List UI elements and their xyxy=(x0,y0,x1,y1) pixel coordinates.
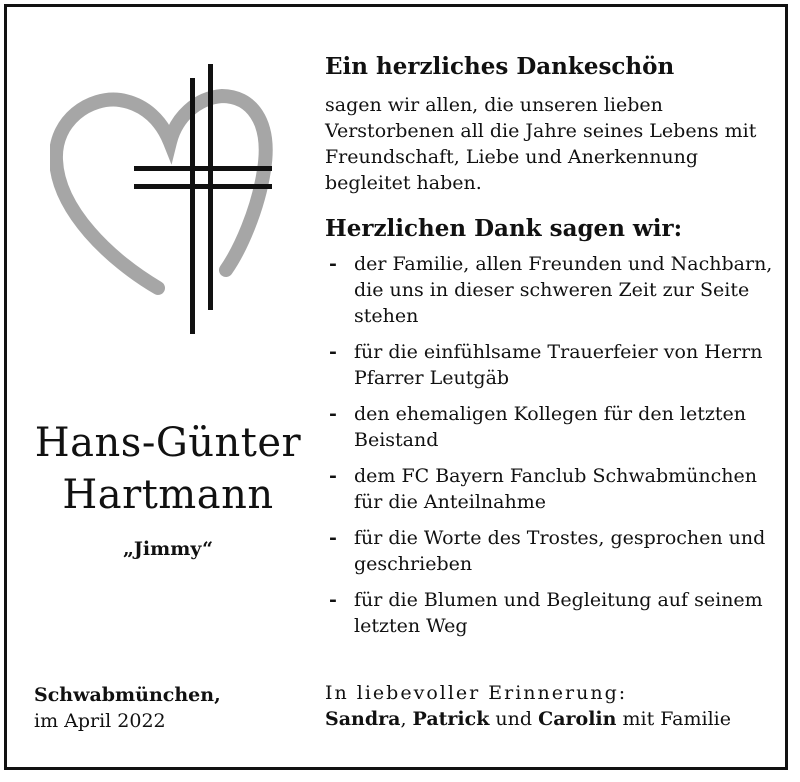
thanks-intro: sagen wir allen, die unseren lieben Verstorbenen all die Jahre seines Lebens mit Freundschaft, Liebe und Anerkennung begleitet haben. xyxy=(325,94,757,194)
list-item xyxy=(325,525,775,577)
list-item xyxy=(325,587,775,639)
closing-signature xyxy=(325,680,731,732)
list-item xyxy=(325,339,775,391)
dash-icon: - xyxy=(329,465,337,487)
list-item-text: dem FC Bayern Fanclub Schwabmünchen für die Anteilnahme xyxy=(354,465,757,513)
dash-icon: - xyxy=(329,527,337,549)
place: Schwabmünchen, xyxy=(34,684,221,706)
family-name-patrick: Patrick xyxy=(412,708,490,730)
dash-icon: - xyxy=(329,341,337,363)
place-date xyxy=(34,682,221,734)
deceased-nickname: „Jimmy“ xyxy=(122,538,213,560)
separator: und xyxy=(489,708,539,730)
list-item-text: für die einfühlsame Trauerfeier von Herrn Pfarrer Leutgäb xyxy=(354,341,763,389)
dash-icon: - xyxy=(329,253,337,275)
family-name-sandra: Sandra xyxy=(325,708,401,730)
list-item-text: für die Blumen und Begleitung auf seinem letzten Weg xyxy=(354,589,763,637)
deceased-first-name: Hans-Günter xyxy=(34,420,302,466)
memory-line: In liebevoller Erinnerung: xyxy=(325,682,628,704)
list-item xyxy=(325,251,775,329)
thanks-subheading: Herzlichen Dank sagen wir: xyxy=(325,215,683,242)
dash-icon: - xyxy=(329,403,337,425)
list-item xyxy=(325,463,775,515)
list-item-text: der Familie, allen Freunden und Nachbarn, die uns in dieser schweren Zeit zur Seite stehen xyxy=(354,253,773,327)
separator: , xyxy=(400,708,413,730)
dash-icon: - xyxy=(329,589,337,611)
thanks-list xyxy=(325,251,775,639)
family-suffix: mit Familie xyxy=(616,708,731,730)
deceased-last-name: Hartmann xyxy=(62,472,274,518)
heart-with-cross-icon xyxy=(50,60,280,340)
thanks-section xyxy=(325,52,775,649)
list-item xyxy=(325,401,775,453)
family-name-carolin: Carolin xyxy=(538,708,617,730)
thanks-heading: Ein herzliches Dankeschön xyxy=(325,53,675,80)
list-item-text: für die Worte des Trostes, gesprochen und geschrieben xyxy=(354,527,766,575)
date: im April 2022 xyxy=(34,710,166,732)
family-line xyxy=(325,706,731,732)
heart-outline xyxy=(56,96,266,288)
list-item-text: den ehemaligen Kollegen für den letzten Beistand xyxy=(354,403,746,451)
